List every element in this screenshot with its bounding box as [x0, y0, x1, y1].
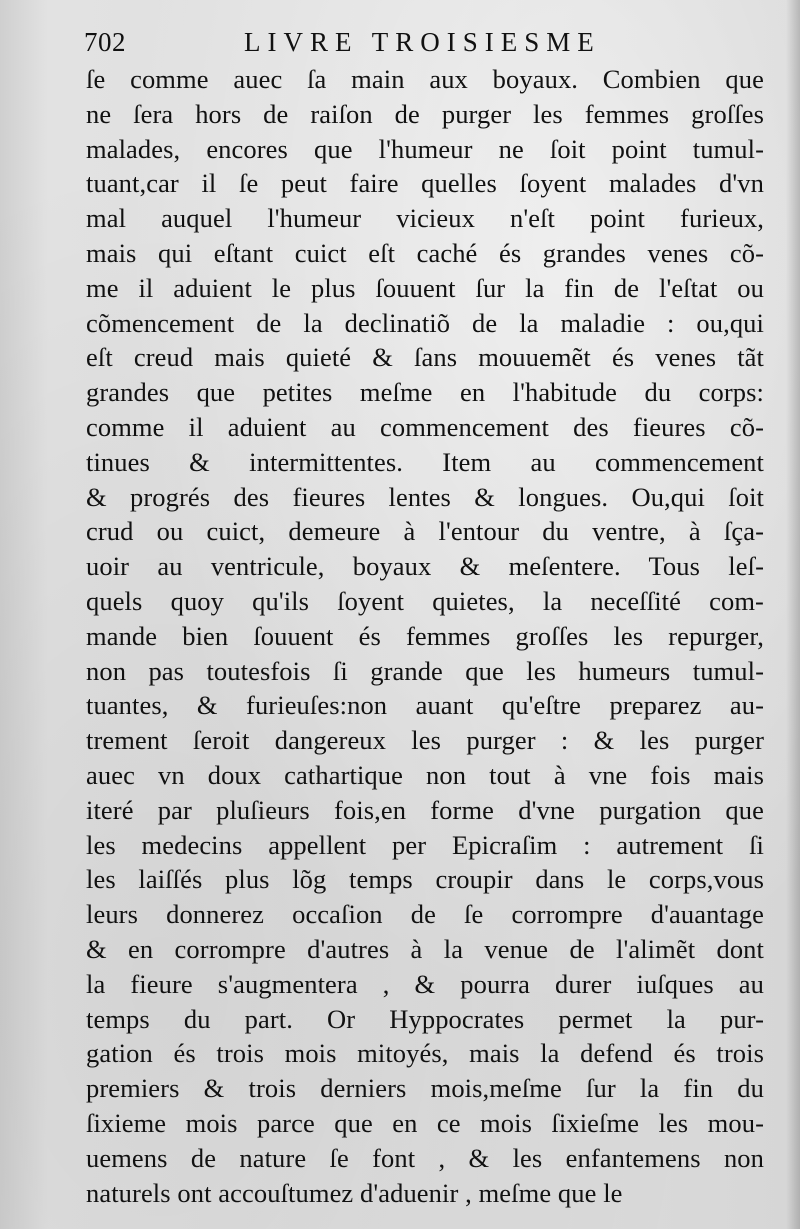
- page-number: 702: [84, 27, 126, 57]
- text-line: auec vn doux cathartique non tout à vne fois mais: [86, 759, 764, 790]
- text-line: comme il aduient au commencement des fieures cõ-: [86, 411, 764, 442]
- text-line: naturels ont accouſtumez d'aduenir , meſme que le: [86, 1177, 623, 1208]
- text-line: temps du part. Or Hyppocrates permet la pur-: [86, 1003, 764, 1034]
- text-line: mal auquel l'humeur vicieux n'eſt point furieux,: [86, 203, 764, 234]
- running-title: LIVRE TROISIESME: [244, 27, 601, 57]
- text-line: & en corrompre d'autres à la venue de l'alimẽt dont: [86, 933, 764, 964]
- text-line: ſe comme auec ſa main aux boyaux. Combien que: [86, 64, 764, 94]
- text-line: crud ou cuict, demeure à l'entour du ventre, à ſça-: [86, 516, 764, 547]
- page-edge-shadow: [786, 0, 800, 1229]
- text-line: uoir au ventricule, boyaux & meſentere. Tous leſ-: [86, 551, 764, 582]
- running-head: [84, 22, 764, 62]
- text-line: uemens de nature ſe font , & les enfantemens non: [86, 1142, 764, 1173]
- text-line: quels quoy qu'ils ſoyent quietes, la neceſſité com-: [86, 585, 764, 616]
- text-line: ſixieme mois parce que en ce mois ſixieſme les mou-: [86, 1107, 764, 1138]
- text-line: & progrés des fieures lentes & longues. Ou,qui ſoit: [86, 481, 764, 512]
- text-line: grandes que petites meſme en l'habitude du corps:: [86, 377, 764, 408]
- body-text: [86, 62, 764, 1210]
- text-line: gation és trois mois mitoyés, mais la defend és trois: [86, 1038, 764, 1069]
- text-line: ne ſera hors de raiſon de purger les femmes groſſes: [86, 98, 764, 129]
- text-line: cõmencement de la declinatiõ de la maladie : ou,qui: [86, 307, 764, 338]
- text-line: trement ſeroit dangereux les purger : & les purger: [86, 725, 764, 756]
- text-line: malades, encores que l'humeur ne ſoit point tumul-: [86, 133, 764, 164]
- text-line: mande bien ſouuent és femmes groſſes les repurger,: [86, 620, 764, 651]
- text-line: non pas toutesfois ſi grande que les humeurs tumul-: [86, 655, 764, 686]
- text-line: premiers & trois derniers mois,meſme ſur la fin du: [86, 1073, 764, 1104]
- text-line: leurs donnerez occaſion de ſe corrompre d'auantage: [86, 899, 764, 930]
- text-line: les medecins appellent per Epicraſim : autrement ſi: [86, 829, 764, 860]
- text-line: tuantes, & furieuſes:non auant qu'eſtre preparez au-: [86, 690, 764, 721]
- text-line: eſt creud mais quieté & ſans mouuemẽt és venes tãt: [86, 342, 764, 373]
- text-line: mais qui eſtant cuict eſt caché és grandes venes cõ-: [86, 237, 764, 268]
- text-line: me il aduient le plus ſouuent ſur la fin de l'eſtat ou: [86, 272, 764, 303]
- text-line: les laiſſés plus lõg temps croupir dans le corps,vous: [86, 864, 764, 895]
- text-line: tinues & intermittentes. Item au commencement: [86, 446, 764, 477]
- text-line: iteré par pluſieurs fois,en forme d'vne purgation que: [86, 794, 764, 825]
- text-line: tuant,car il ſe peut faire quelles ſoyent malades d'vn: [86, 168, 764, 199]
- text-line: la fieure s'augmentera , & pourra durer iuſques au: [86, 968, 764, 999]
